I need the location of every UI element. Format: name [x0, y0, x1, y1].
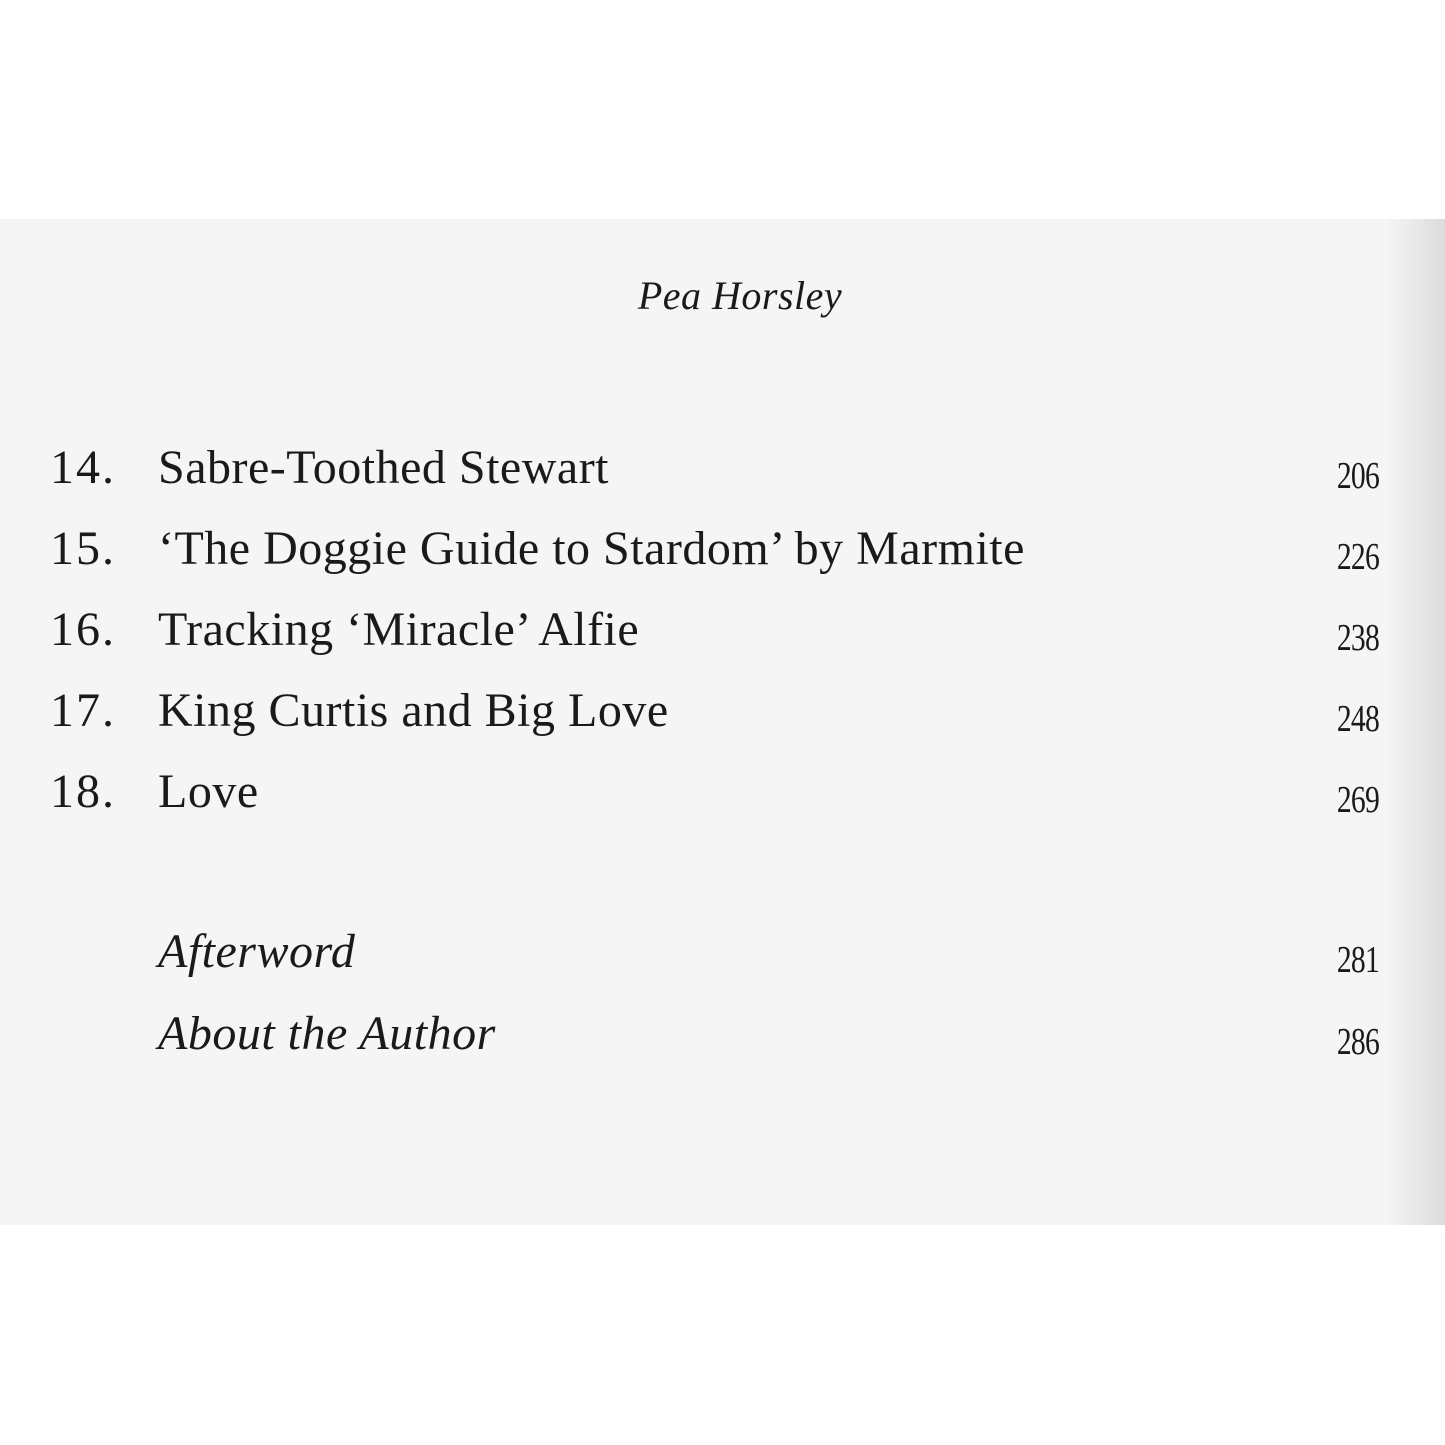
- chapter-title: Sabre-Toothed Stewart: [158, 441, 610, 494]
- chapter-title: King Curtis and Big Love: [158, 684, 669, 737]
- chapter-number: 17.: [50, 684, 116, 737]
- chapter-number: 14.: [50, 441, 116, 494]
- toc-entry: [0, 521, 1445, 581]
- chapter-number: 15.: [50, 522, 116, 575]
- chapter-title: Love: [158, 765, 259, 818]
- running-head: Pea Horsley: [637, 273, 843, 318]
- toc-back-matter-entry: [0, 924, 1445, 984]
- toc-back-matter-entry: [0, 1006, 1445, 1066]
- toc-entry: [0, 440, 1445, 500]
- page-number: 226: [1336, 536, 1379, 578]
- page-number: 286: [1336, 1021, 1379, 1063]
- chapter-number: 18.: [50, 765, 116, 818]
- page-number: 269: [1336, 779, 1379, 821]
- page-number: 248: [1336, 698, 1379, 740]
- chapter-title: ‘The Doggie Guide to Stardom’ by Marmite: [158, 522, 1025, 575]
- toc-entry: [0, 764, 1445, 824]
- toc-entry: [0, 602, 1445, 662]
- page-number: 238: [1336, 617, 1379, 659]
- back-matter-title: About the Author: [158, 1007, 496, 1060]
- back-matter-title: Afterword: [158, 925, 356, 978]
- chapter-number: 16.: [50, 603, 116, 656]
- page-number: 281: [1336, 939, 1379, 981]
- page-number: 206: [1336, 455, 1379, 497]
- toc-entry: [0, 683, 1445, 743]
- chapter-title: Tracking ‘Miracle’ Alfie: [158, 603, 640, 656]
